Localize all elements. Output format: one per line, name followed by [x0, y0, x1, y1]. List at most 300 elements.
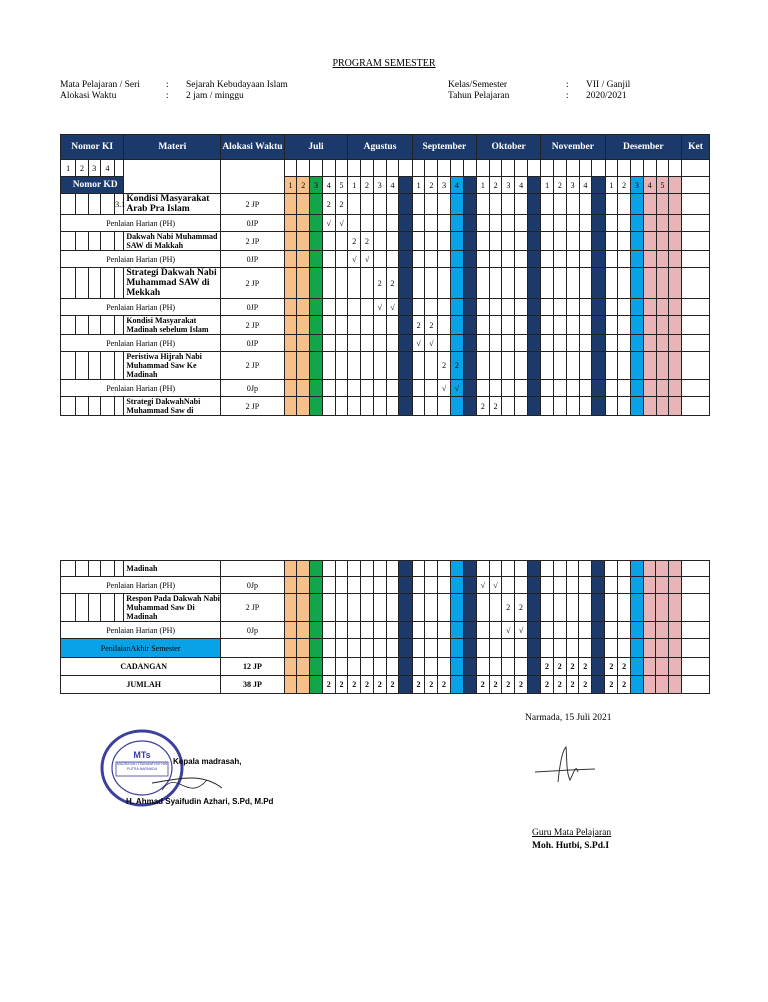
week-cell [592, 397, 605, 416]
table-row [61, 676, 710, 694]
week-cell [656, 561, 669, 577]
week-cell [527, 622, 540, 639]
week-cell [502, 268, 515, 299]
week-cell [348, 561, 361, 577]
week-cell [605, 299, 618, 316]
week-cell [515, 316, 528, 335]
week-cell: 2 [515, 676, 528, 694]
week-cell [669, 194, 682, 215]
week-cell [399, 380, 412, 397]
week-cell [579, 268, 592, 299]
week-cell [322, 268, 335, 299]
week-cell [297, 251, 310, 268]
materi-cell: Respon Pada Dakwah Nabi Muhammad Saw Di Madinah [124, 594, 221, 622]
week-cell [373, 561, 386, 577]
table-row [61, 397, 710, 416]
info-left-values [186, 80, 288, 102]
week-cell [297, 676, 310, 694]
week-cell [605, 577, 618, 594]
week-cell [361, 380, 374, 397]
week-cell [335, 561, 348, 577]
week-cell: √ [489, 577, 502, 594]
week-cell [605, 335, 618, 352]
week-cell [297, 335, 310, 352]
week-cell [592, 639, 605, 658]
week-cell [297, 316, 310, 335]
week-cell [605, 352, 618, 380]
week-cell [553, 622, 566, 639]
table-row [61, 352, 710, 380]
week-cell [463, 268, 476, 299]
week-cell [656, 299, 669, 316]
week-cell [605, 251, 618, 268]
week-cell [527, 316, 540, 335]
week-number [669, 177, 682, 194]
week-cell [656, 194, 669, 215]
alokasi-cell: 2 JP [221, 316, 284, 335]
week-cell [476, 215, 489, 232]
week-cell [656, 594, 669, 622]
week-cell [592, 299, 605, 316]
header-materi: Materi [124, 135, 221, 160]
week-cell [284, 658, 297, 676]
week-number: 4 [579, 177, 592, 194]
table-row [61, 594, 710, 622]
week-cell: 2 [476, 397, 489, 416]
info-right-values [586, 80, 630, 102]
week-cell [502, 299, 515, 316]
ki-number: 2 [76, 160, 88, 177]
materi-cell: Madinah [124, 561, 221, 577]
week-cell [361, 268, 374, 299]
kd-cell [115, 397, 124, 416]
materi-cell: Strategi DakwahNabi Muhammad Saw di [124, 397, 221, 416]
week-cell [476, 251, 489, 268]
week-cell [399, 639, 412, 658]
week-cell [579, 335, 592, 352]
ket-cell [682, 299, 710, 316]
week-cell [592, 658, 605, 676]
week-cell [618, 594, 631, 622]
week-cell [541, 397, 554, 416]
alokasi-cell: 0Jp [221, 622, 284, 639]
week-cell [361, 299, 374, 316]
week-cell [502, 639, 515, 658]
kelas-label: Kelas/Semester [448, 80, 508, 90]
week-cell [284, 215, 297, 232]
week-cell [515, 577, 528, 594]
alokasi-cell: 2 JP [221, 352, 284, 380]
week-cell [412, 658, 425, 676]
week-cell: 2 [476, 676, 489, 694]
week-cell [386, 639, 399, 658]
week-cell [579, 622, 592, 639]
penilaian-harian-label: Penlaian Harian (PH) [61, 335, 221, 352]
week-cell [297, 658, 310, 676]
week-cell [463, 594, 476, 622]
penilaian-harian-label: Penlaian Harian (PH) [61, 251, 221, 268]
ki-number: 3 [88, 160, 100, 177]
week-cell [425, 352, 438, 380]
week-cell [335, 316, 348, 335]
week-cell [361, 639, 374, 658]
week-cell [386, 561, 399, 577]
week-cell [361, 215, 374, 232]
week-cell [284, 594, 297, 622]
week-cell [515, 561, 528, 577]
week-cell [361, 658, 374, 676]
week-cell [618, 352, 631, 380]
header-nomor-kd: Nomor KD [61, 177, 124, 194]
week-cell: 2 [541, 658, 554, 676]
week-cell [554, 215, 567, 232]
week-cell [450, 658, 463, 676]
week-cell [361, 577, 374, 594]
ket-cell [682, 232, 710, 251]
week-cell [412, 299, 425, 316]
ket-cell [681, 561, 709, 577]
week-cell [310, 215, 323, 232]
week-number: 1 [348, 177, 361, 194]
week-cell [322, 639, 335, 658]
week-cell [450, 397, 463, 416]
ket-cell [681, 622, 709, 639]
week-cell [284, 676, 297, 694]
week-cell [489, 658, 502, 676]
week-cell [322, 594, 335, 622]
week-cell [669, 622, 682, 639]
week-cell [450, 251, 463, 268]
week-cell [656, 251, 669, 268]
week-cell [579, 215, 592, 232]
week-cell [566, 335, 579, 352]
week-cell [643, 622, 656, 639]
week-cell [579, 577, 592, 594]
alokasi-cell: 0JP [221, 215, 284, 232]
week-number: 3 [631, 177, 644, 194]
week-cell [310, 232, 323, 251]
week-cell [656, 268, 669, 299]
header-month: Juli [284, 135, 348, 160]
week-cell [631, 299, 644, 316]
ket-cell [681, 639, 709, 658]
header-month: Desember [605, 135, 682, 160]
week-cell [669, 251, 682, 268]
week-cell [541, 639, 554, 658]
week-cell [284, 380, 297, 397]
week-cell [502, 658, 515, 676]
table-row [61, 251, 710, 268]
week-cell [669, 594, 682, 622]
week-cell [335, 397, 348, 416]
week-cell [450, 639, 463, 658]
week-cell [605, 268, 618, 299]
week-cell [554, 268, 567, 299]
week-cell [669, 380, 682, 397]
week-cell: 2 [553, 658, 566, 676]
week-cell: 2 [322, 194, 335, 215]
header-nomor-ki: Nomor KI [61, 135, 124, 160]
week-cell [656, 658, 669, 676]
week-cell: 2 [335, 194, 348, 215]
teacher-signature [530, 742, 600, 787]
week-number: 4 [322, 177, 335, 194]
week-cell [425, 380, 438, 397]
week-cell [450, 232, 463, 251]
week-cell [463, 561, 476, 577]
week-cell [489, 316, 502, 335]
week-cell [489, 561, 502, 577]
week-cell [386, 232, 399, 251]
place-date: Narmada, 15 Juli 2021 [525, 713, 612, 723]
info-right-labels [448, 80, 509, 102]
week-cell [541, 380, 554, 397]
week-cell [361, 352, 374, 380]
week-cell [386, 594, 399, 622]
week-cell [386, 215, 399, 232]
week-number: 4 [386, 177, 399, 194]
week-cell [541, 316, 554, 335]
stamp-subtext: MADRASAH TSANAWIYAH NW PUTRA NARMADA [116, 762, 168, 771]
week-cell [438, 299, 451, 316]
week-cell [463, 215, 476, 232]
alokasi-cell: 2 JP [221, 594, 284, 622]
week-number: 2 [489, 177, 502, 194]
week-cell [425, 577, 438, 594]
week-cell: 2 [579, 658, 592, 676]
week-cell [541, 215, 554, 232]
kd-cell: 3.1 [115, 194, 124, 215]
week-cell [335, 268, 348, 299]
week-cell [348, 397, 361, 416]
week-cell [669, 268, 682, 299]
week-cell: √ [425, 335, 438, 352]
week-cell [643, 658, 656, 676]
week-cell [463, 639, 476, 658]
week-cell [322, 316, 335, 335]
penilaian-harian-label: Penlaian Harian (PH) [61, 215, 221, 232]
week-cell [541, 268, 554, 299]
alokasi-cell: 2 JP [221, 397, 284, 416]
week-cell: 2 [605, 676, 618, 694]
week-cell: 2 [386, 268, 399, 299]
week-cell [656, 622, 669, 639]
tahun-label: Tahun Pelajaran [448, 91, 510, 101]
week-cell [335, 299, 348, 316]
week-cell [373, 658, 386, 676]
week-cell [361, 194, 374, 215]
week-cell [450, 676, 463, 694]
week-cell [322, 577, 335, 594]
week-cell [348, 299, 361, 316]
week-cell [399, 335, 412, 352]
week-cell [297, 232, 310, 251]
week-cell [554, 352, 567, 380]
week-cell [618, 215, 631, 232]
colon: : [566, 80, 569, 90]
week-cell [399, 397, 412, 416]
week-cell [592, 380, 605, 397]
alokasi-cell: 0JP [221, 335, 284, 352]
week-cell [310, 577, 323, 594]
week-cell [297, 380, 310, 397]
week-cell [438, 316, 451, 335]
week-cell [489, 352, 502, 380]
week-cell [541, 622, 554, 639]
mapel-label: Mata Pelajaran / Seri [60, 80, 140, 90]
week-cell [438, 232, 451, 251]
week-cell [310, 316, 323, 335]
week-cell [476, 658, 489, 676]
week-cell [566, 251, 579, 268]
week-cell [463, 676, 476, 694]
table-row [61, 299, 710, 316]
materi-cell: Peristiwa Hijrah Nabi Muhammad Saw Ke Madinah [124, 352, 221, 380]
week-cell [643, 194, 656, 215]
week-cell [669, 352, 682, 380]
week-cell [476, 268, 489, 299]
week-cell [541, 577, 554, 594]
week-cell [643, 215, 656, 232]
week-cell [438, 639, 451, 658]
week-cell [618, 251, 631, 268]
week-cell [643, 232, 656, 251]
ket-cell [682, 397, 710, 416]
week-cell [669, 299, 682, 316]
week-cell: 2 [412, 316, 425, 335]
week-cell [450, 594, 463, 622]
ket-cell [682, 352, 710, 380]
week-cell [605, 194, 618, 215]
week-cell [284, 316, 297, 335]
week-cell: 2 [605, 658, 618, 676]
week-cell [463, 316, 476, 335]
week-cell [348, 335, 361, 352]
week-cell [373, 251, 386, 268]
pas-label: PenilaianAkhir Semester [61, 639, 221, 658]
alokasi-cell: 12 JP [221, 658, 284, 676]
week-cell [399, 215, 412, 232]
week-number: 2 [554, 177, 567, 194]
kd-cell [115, 594, 124, 622]
week-cell [425, 397, 438, 416]
week-cell [566, 232, 579, 251]
summary-label: CADANGAN [61, 658, 221, 676]
week-cell [322, 232, 335, 251]
week-cell [605, 639, 618, 658]
week-cell [669, 316, 682, 335]
week-cell [438, 622, 451, 639]
week-number: 3 [566, 177, 579, 194]
week-cell [643, 335, 656, 352]
week-cell [348, 194, 361, 215]
week-cell [618, 194, 631, 215]
week-cell [579, 194, 592, 215]
week-cell [618, 316, 631, 335]
week-cell [643, 380, 656, 397]
week-cell [425, 251, 438, 268]
week-cell [310, 622, 323, 639]
week-cell [348, 215, 361, 232]
week-number [527, 177, 540, 194]
week-cell [630, 561, 643, 577]
week-cell [502, 215, 515, 232]
week-cell [566, 299, 579, 316]
penilaian-harian-label: Penlaian Harian (PH) [61, 380, 221, 397]
week-cell [592, 352, 605, 380]
week-cell: √ [361, 251, 374, 268]
week-cell [592, 232, 605, 251]
ket-cell [682, 215, 710, 232]
week-cell [297, 215, 310, 232]
kd-cell [115, 268, 124, 299]
week-cell [631, 251, 644, 268]
week-cell [386, 380, 399, 397]
week-cell [618, 232, 631, 251]
week-cell [553, 594, 566, 622]
week-cell [335, 594, 348, 622]
week-cell [541, 594, 554, 622]
week-cell [412, 639, 425, 658]
week-cell [297, 194, 310, 215]
week-cell [554, 251, 567, 268]
week-cell: 2 [361, 676, 374, 694]
week-cell [669, 577, 682, 594]
week-cell [399, 299, 412, 316]
week-cell: 2 [322, 676, 335, 694]
week-cell: √ [348, 251, 361, 268]
week-cell [656, 215, 669, 232]
week-cell [438, 658, 451, 676]
week-cell [476, 316, 489, 335]
week-cell [566, 577, 579, 594]
week-cell [631, 335, 644, 352]
week-cell [348, 639, 361, 658]
week-cell: 2 [348, 232, 361, 251]
week-cell [489, 622, 502, 639]
week-cell [322, 380, 335, 397]
info-right-colons [566, 80, 569, 102]
week-cell [412, 380, 425, 397]
week-cell [605, 397, 618, 416]
week-cell [361, 397, 374, 416]
week-cell [476, 335, 489, 352]
week-cell [463, 380, 476, 397]
week-cell [669, 561, 682, 577]
week-cell [412, 594, 425, 622]
week-cell [502, 194, 515, 215]
week-cell [566, 352, 579, 380]
week-cell [630, 676, 643, 694]
week-cell [450, 622, 463, 639]
week-cell [348, 594, 361, 622]
week-cell [579, 639, 592, 658]
week-number: 1 [412, 177, 425, 194]
ki-number: 4 [100, 160, 114, 177]
schedule-table-part2 [60, 560, 710, 694]
week-cell [541, 352, 554, 380]
week-cell [373, 577, 386, 594]
week-cell: 2 [450, 352, 463, 380]
week-number: 1 [541, 177, 554, 194]
week-cell [592, 268, 605, 299]
week-cell [643, 268, 656, 299]
week-cell [566, 594, 579, 622]
table-row [61, 268, 710, 299]
week-cell [476, 380, 489, 397]
week-cell [335, 232, 348, 251]
alokasi-cell: 38 JP [221, 676, 284, 694]
